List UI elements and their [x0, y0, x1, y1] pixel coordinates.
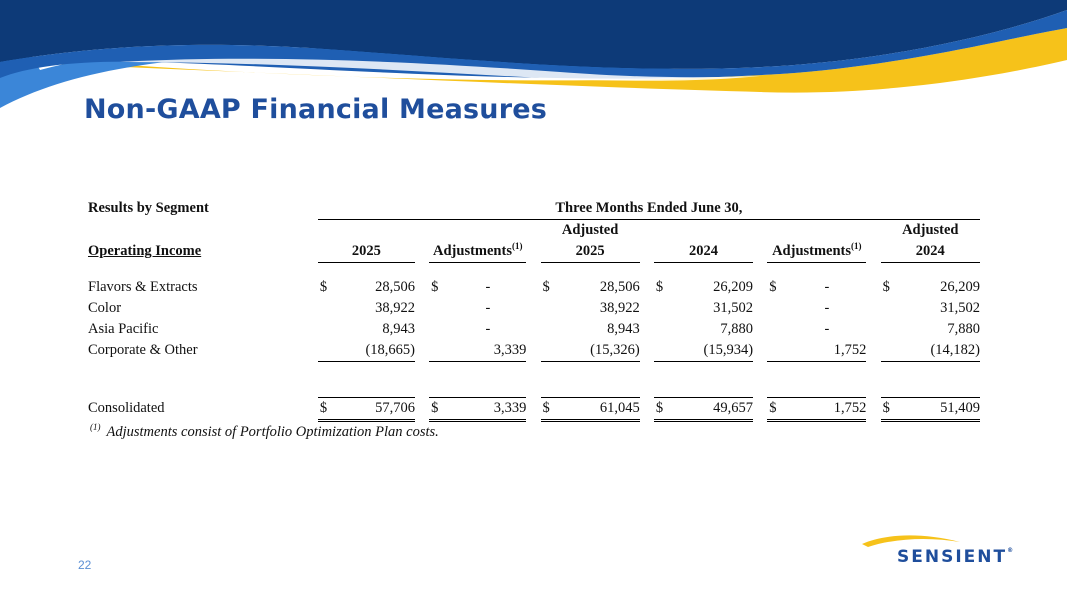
segment-results-table — [88, 198, 980, 422]
cell-value: 7,880 — [947, 321, 980, 337]
cell-value: - — [824, 279, 830, 295]
total-value: 57,706 — [338, 397, 415, 420]
row-header: Operating Income — [88, 243, 202, 260]
currency-sign: $ — [767, 397, 787, 420]
total-label: Consolidated — [88, 400, 165, 416]
currency-sign: $ — [655, 279, 664, 295]
col-header-line1 — [429, 220, 526, 242]
total-value: 3,339 — [449, 397, 526, 420]
column-header-row-1 — [88, 220, 980, 242]
currency-sign: $ — [654, 397, 674, 420]
slide-title: Non-GAAP Financial Measures — [84, 94, 548, 125]
table-row — [88, 277, 980, 298]
table-row — [88, 340, 980, 362]
col-header-2025: 2025 — [318, 241, 415, 263]
col-header-line1 — [654, 220, 753, 242]
currency-sign: $ — [431, 279, 439, 295]
row-label: Flavors & Extracts — [88, 279, 198, 295]
cell-value: (15,934) — [703, 342, 754, 358]
currency-sign: $ — [541, 397, 561, 420]
footnote — [90, 424, 439, 441]
total-value: 1,752 — [787, 397, 866, 420]
section-label: Results by Segment — [88, 200, 209, 217]
cell-value: 26,209 — [940, 279, 980, 295]
cell-value: - — [824, 300, 830, 316]
subtotal-rule-row — [88, 362, 980, 383]
currency-sign: $ — [769, 279, 777, 295]
currency-sign: $ — [881, 397, 901, 420]
row-label: Color — [88, 300, 122, 316]
total-value: 49,657 — [674, 397, 753, 420]
col-header-adjusted-2025: 2025 — [541, 241, 640, 263]
col-header-line1: Adjusted — [561, 222, 619, 238]
cell-value: - — [485, 279, 491, 295]
col-header-adjusted-2024: 2024 — [881, 241, 980, 263]
row-label: Asia Pacific — [88, 321, 159, 337]
cell-value: (14,182) — [930, 342, 980, 358]
cell-value: 38,922 — [375, 300, 415, 316]
currency-sign: $ — [542, 279, 550, 295]
col-header-line1 — [767, 220, 866, 242]
col-header-2024: 2024 — [654, 241, 753, 263]
currency-sign: $ — [319, 279, 328, 295]
currency-sign: $ — [318, 397, 338, 420]
footnote-text: Adjustments consist of Portfolio Optimization Plan costs. — [106, 424, 439, 440]
total-value: 51,409 — [901, 397, 980, 420]
cell-value: 1,752 — [833, 342, 867, 358]
cell-value: 38,922 — [599, 300, 640, 316]
cell-value: 28,506 — [375, 279, 415, 295]
cell-value: (18,665) — [365, 342, 415, 358]
period-header: Three Months Ended June 30, — [318, 198, 980, 220]
footnote-marker: (1) — [90, 422, 101, 433]
cell-value: (15,326) — [590, 342, 640, 358]
table-row — [88, 319, 980, 340]
cell-value: - — [485, 321, 491, 337]
total-row — [88, 397, 980, 420]
table-title-row — [88, 198, 980, 220]
sensient-logo: SENSIENT® — [897, 547, 1014, 567]
row-label: Corporate & Other — [88, 342, 198, 359]
currency-sign: $ — [882, 279, 890, 295]
table-row — [88, 298, 980, 319]
col-header-adjustments-2024: Adjustments$^{(1)}$ — [767, 241, 866, 263]
cell-value: - — [485, 300, 491, 316]
col-header-adjustments-2025: Adjustments$^{(1)}$ — [429, 241, 526, 263]
total-value: 61,045 — [561, 397, 640, 420]
page-number: 22 — [78, 558, 92, 572]
cell-value: 28,506 — [599, 279, 640, 295]
cell-value: 31,502 — [713, 300, 754, 316]
cell-value: 8,943 — [382, 321, 415, 337]
cell-value: 3,339 — [493, 342, 527, 358]
col-header-line1 — [318, 220, 415, 242]
cell-value: 7,880 — [720, 321, 754, 337]
cell-value: 31,502 — [940, 300, 980, 316]
cell-value: 8,943 — [607, 321, 640, 337]
cell-value: - — [824, 321, 830, 337]
col-header-line1: Adjusted — [902, 222, 959, 238]
cell-value: 26,209 — [713, 279, 754, 295]
currency-sign: $ — [429, 397, 449, 420]
column-header-row-2 — [88, 241, 980, 263]
